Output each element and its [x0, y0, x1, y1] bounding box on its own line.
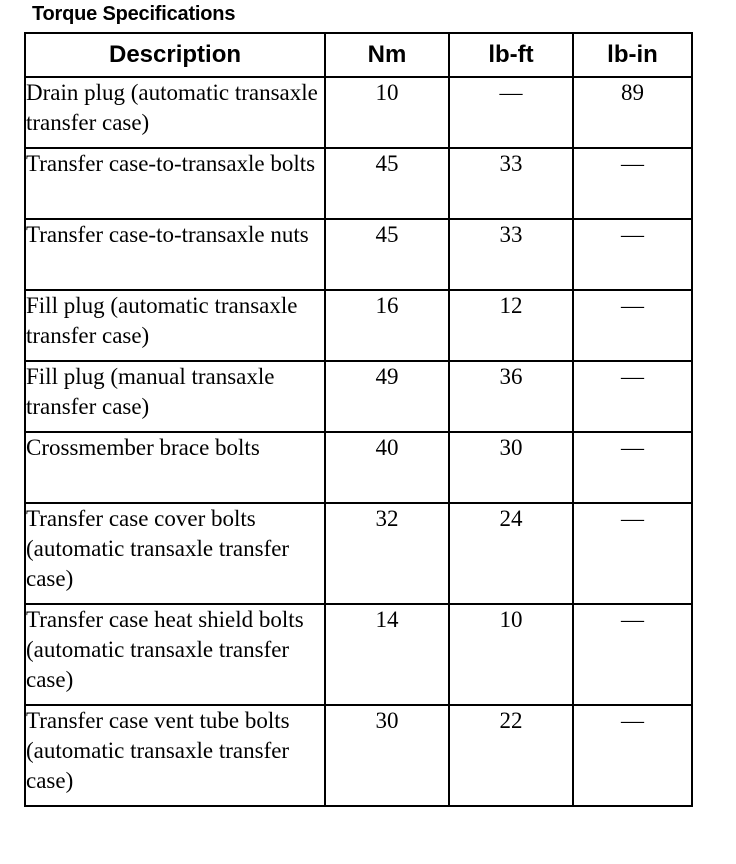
lb-in-cell: —	[573, 361, 692, 432]
table-row	[25, 604, 692, 705]
table-row	[25, 77, 692, 148]
nm-cell: 45	[325, 148, 449, 219]
description-cell: Transfer case-to-transaxle bolts	[25, 148, 325, 219]
lb-in-cell: —	[573, 432, 692, 503]
nm-cell: 10	[325, 77, 449, 148]
header-nm: Nm	[325, 33, 449, 77]
lb-in-cell: —	[573, 604, 692, 705]
table-row	[25, 361, 692, 432]
nm-cell: 30	[325, 705, 449, 806]
nm-cell: 32	[325, 503, 449, 604]
description-cell: Transfer case vent tube bolts (automatic transaxle transfer case)	[25, 705, 325, 806]
table-row	[25, 148, 692, 219]
lb-ft-cell: 24	[449, 503, 573, 604]
lb-ft-cell: 10	[449, 604, 573, 705]
lb-in-cell: —	[573, 503, 692, 604]
table-row	[25, 432, 692, 503]
description-cell: Transfer case cover bolts (automatic transaxle transfer case)	[25, 503, 325, 604]
nm-cell: 40	[325, 432, 449, 503]
header-lb-ft: lb-ft	[449, 33, 573, 77]
description-cell: Transfer case-to-transaxle nuts	[25, 219, 325, 290]
table-row	[25, 219, 692, 290]
lb-ft-cell: 33	[449, 148, 573, 219]
description-cell: Drain plug (automatic transaxle transfer case)	[25, 77, 325, 148]
description-cell: Crossmember brace bolts	[25, 432, 325, 503]
nm-cell: 49	[325, 361, 449, 432]
table-header-row	[25, 33, 692, 77]
description-cell: Fill plug (automatic transaxle transfer case)	[25, 290, 325, 361]
lb-in-cell: —	[573, 290, 692, 361]
nm-cell: 14	[325, 604, 449, 705]
nm-cell: 45	[325, 219, 449, 290]
page-title: Torque Specifications	[32, 3, 236, 25]
lb-ft-cell: —	[449, 77, 573, 148]
lb-in-cell: —	[573, 705, 692, 806]
lb-in-cell: 89	[573, 77, 692, 148]
lb-in-cell: —	[573, 148, 692, 219]
lb-ft-cell: 36	[449, 361, 573, 432]
lb-in-cell: —	[573, 219, 692, 290]
table-row	[25, 705, 692, 806]
lb-ft-cell: 22	[449, 705, 573, 806]
table-row	[25, 290, 692, 361]
lb-ft-cell: 30	[449, 432, 573, 503]
header-description: Description	[25, 33, 325, 77]
lb-ft-cell: 12	[449, 290, 573, 361]
torque-specifications-table	[24, 32, 693, 807]
header-lb-in: lb-in	[573, 33, 692, 77]
nm-cell: 16	[325, 290, 449, 361]
table-row	[25, 503, 692, 604]
lb-ft-cell: 33	[449, 219, 573, 290]
description-cell: Transfer case heat shield bolts (automatic transaxle transfer case)	[25, 604, 325, 705]
description-cell: Fill plug (manual transaxle transfer case)	[25, 361, 325, 432]
